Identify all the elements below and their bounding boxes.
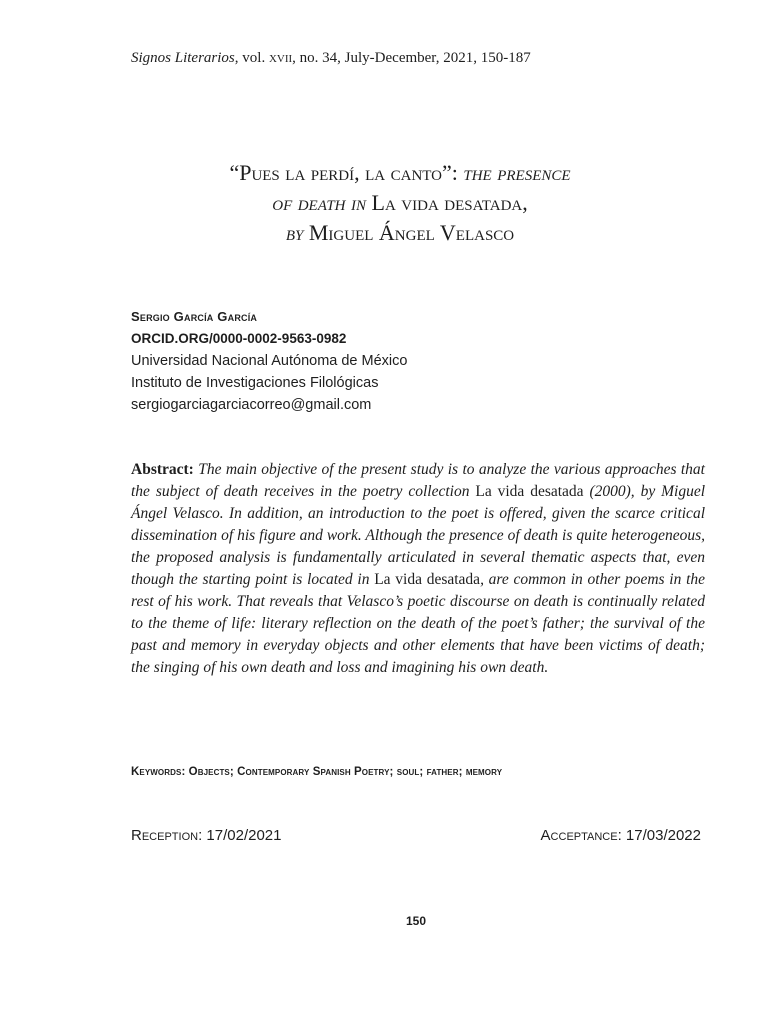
title-line-1: “Pues la perdí, la canto”: the presence (229, 160, 571, 185)
book-title: La vida desatada (374, 571, 481, 588)
author-email[interactable]: sergiogarciagarciacorreo@gmail.com (131, 397, 372, 413)
author-block (131, 306, 407, 416)
abstract-text-1: The main objective of the present study is to analyze the various approaches that the subject of death receives in the poetry collection (131, 461, 705, 500)
journal-name: Signos Literarios (131, 50, 235, 66)
dates-row (131, 827, 701, 844)
reception-date: Reception: 17/02/2021 (131, 827, 282, 844)
issue-info: , no. 34, July-December, 2021, 150-187 (292, 50, 531, 66)
orcid-link[interactable]: ORCID.ORG/0000-0002-9563-0982 (131, 331, 347, 346)
affiliation-university: Universidad Nacional Autónoma de México (131, 353, 408, 369)
article-title (0, 158, 768, 248)
author-name: Sergio García García (131, 309, 258, 324)
keywords: Keywords: Objects; Contemporary Spanish Poetry; soul; father; memory (131, 766, 503, 778)
abstract-label: Abstract: (131, 461, 194, 478)
abstract-text-3: , are common in other poems in the rest of his work. That reveals that Velasco’s poetic discourse on death is continually related to the theme of life: literary reflection on the death of the poet’s father; the survival of the past and memory in everyday objects and other elements that have been victims of death; the singing of his own death and loss and imagining his own death. (131, 571, 706, 676)
acceptance-date: Acceptance: 17/03/2022 (540, 827, 701, 844)
affiliation-institute: Instituto de Investigaciones Filológicas (131, 375, 379, 391)
title-line-2: of death in La vida desatada, (272, 190, 528, 215)
volume-number: xvii (268, 50, 293, 66)
header-text: , vol. (234, 50, 269, 66)
abstract (131, 459, 705, 679)
title-line-3: by Miguel Ángel Velasco (285, 220, 515, 245)
book-title: La vida desatada (475, 483, 584, 500)
running-header (131, 50, 531, 67)
abstract-text-2: (2000), by Miguel Ángel Velasco. In addition, an introduction to the poet is offered, given the scarce critical dissemination of his figure and work. Although the presence of death is quite heterogeneous, the proposed analysis is fundamentally articulated in several thematic aspects that, even though the starting point is located in (131, 483, 706, 588)
page-number: 150 (405, 914, 427, 928)
